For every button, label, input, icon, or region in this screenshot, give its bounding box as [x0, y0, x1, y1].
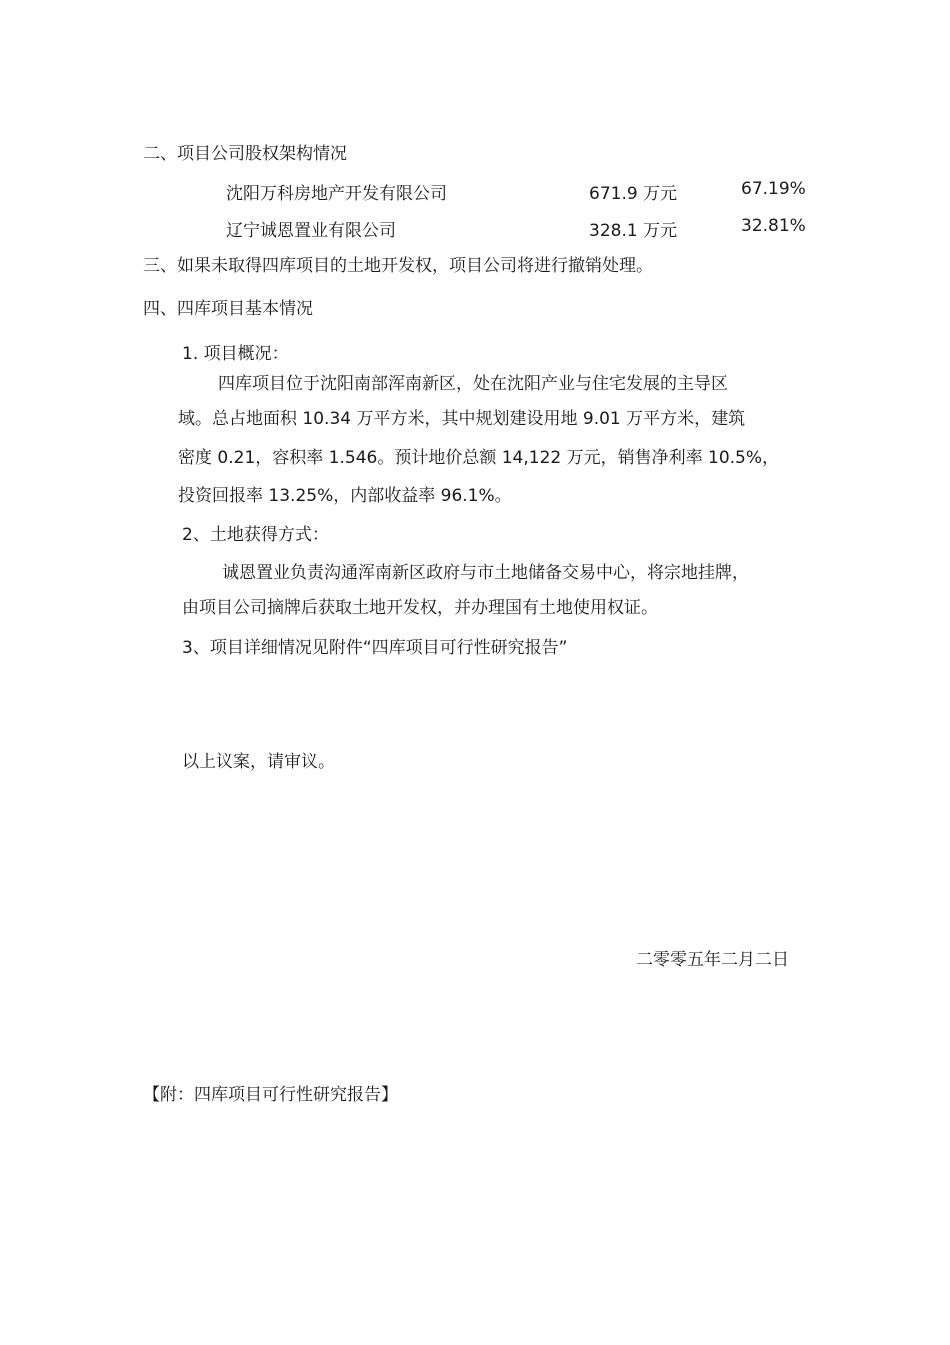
section-3-heading: 三、如果未取得四库项目的土地开发权，项目公司将进行撤销处理。 [143, 256, 653, 276]
shareholder-row [0, 216, 950, 240]
attachment-note: 【附：四库项目可行性研究报告】 [143, 1085, 398, 1105]
item-2-paragraph-line: 由项目公司摘牌后获取土地开发权，并办理国有土地使用权证。 [182, 598, 658, 618]
item-1-paragraph-line: 域。总占地面积 10.34 万平方米，其中规划建设用地 9.01 万平方米，建筑 [178, 409, 746, 429]
shareholder-percent: 67.19% [741, 179, 806, 199]
section-4-heading: 四、四库项目基本情况 [143, 299, 313, 319]
item-1-paragraph-line: 投资回报率 13.25%，内部收益率 96.1%。 [178, 486, 512, 506]
section-2-heading: 二、项目公司股权架构情况 [143, 144, 347, 164]
item-1-title: 1. 项目概况： [182, 344, 289, 364]
shareholder-name: 沈阳万科房地产开发有限公司 [226, 184, 447, 204]
item-1-paragraph-line: 密度 0.21，容积率 1.546。预计地价总额 14,122 万元，销售净利率 10.5%， [178, 448, 780, 468]
item-3-title: 3、项目详细情况见附件“四库项目可行性研究报告” [182, 638, 568, 658]
shareholder-percent: 32.81% [741, 216, 806, 236]
shareholder-amount: 671.9 万元 [589, 184, 678, 204]
shareholder-amount: 328.1 万元 [589, 221, 678, 241]
document-date: 二零零五年二月二日 [636, 950, 789, 970]
item-2-title: 2、土地获得方式： [182, 525, 329, 545]
closing-statement: 以上议案，请审议。 [182, 752, 335, 772]
shareholder-row [0, 179, 950, 203]
shareholder-name: 辽宁诚恩置业有限公司 [226, 221, 396, 241]
item-2-paragraph-line: 诚恩置业负责沟通浑南新区政府与市土地储备交易中心，将宗地挂牌， [222, 563, 749, 583]
item-1-paragraph-line: 四库项目位于沈阳南部浑南新区，处在沈阳产业与住宅发展的主导区 [218, 374, 728, 394]
